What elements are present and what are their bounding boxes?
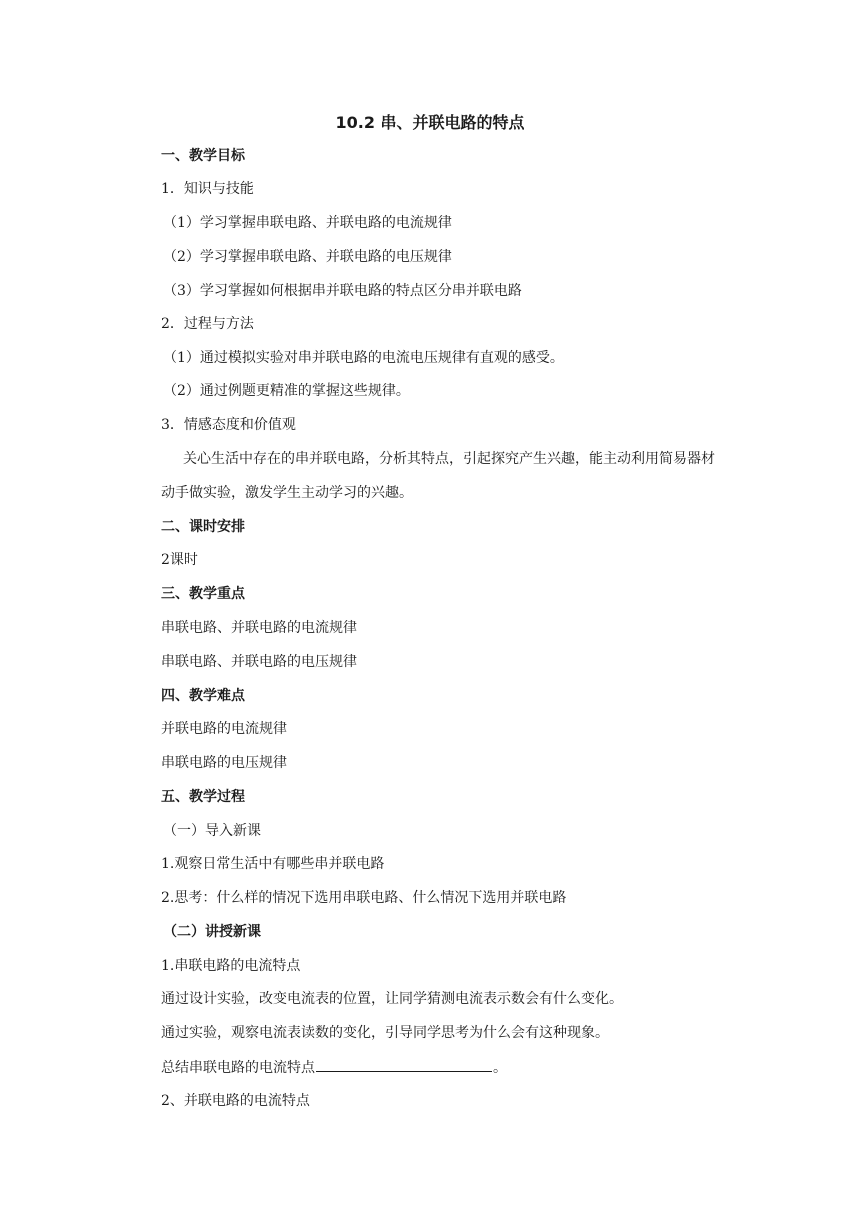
process-item: 通过设计实验，改变电流表的位置，让同学猜测电流表示数会有什么变化。 [161,991,623,1007]
section-heading-objectives: 一、教学目标 [161,148,245,164]
summary-prompt: 总结串联电路的电流特点 [161,1060,315,1076]
section-heading-difficulties: 四、教学难点 [161,688,245,704]
section-heading-key-points: 三、教学重点 [161,586,245,602]
process-summary-line [161,1057,507,1078]
goal-item: （2）学习掌握串联电路、并联电路的电压规律 [163,249,452,265]
goal-process-method: 2．过程与方法 [161,316,254,332]
process-item: 1.串联电路的电流特点 [161,958,301,974]
difficulty-item: 并联电路的电流规律 [161,721,287,737]
schedule-text: 2课时 [161,552,198,568]
key-point-item: 串联电路、并联电路的电压规律 [161,654,357,670]
goal-knowledge-skills: 1．知识与技能 [161,181,254,197]
section-heading-process: 五、教学过程 [161,789,245,805]
attitude-paragraph-line2: 动手做实验，激发学生主动学习的兴趣。 [161,485,413,501]
process-item: 1.观察日常生活中有哪些串并联电路 [161,856,385,872]
goal-item: （1）学习掌握串联电路、并联电路的电流规律 [163,215,452,231]
process-part-teaching: （二）讲授新课 [163,924,261,940]
fill-in-blank[interactable] [316,1057,492,1072]
key-point-item: 串联电路、并联电路的电流规律 [161,620,357,636]
goal-item: （2）通过例题更精准的掌握这些规律。 [163,383,410,399]
difficulty-item: 串联电路的电压规律 [161,755,287,771]
process-part-intro: （一）导入新课 [163,823,261,839]
section-heading-schedule: 二、课时安排 [161,519,245,535]
goal-item: （3）学习掌握如何根据串并联电路的特点区分串并联电路 [163,283,522,299]
attitude-paragraph-line1: 关心生活中存在的串并联电路，分析其特点，引起探究产生兴趣，能主动利用简易器材 [183,451,715,467]
process-item: 2、并联电路的电流特点 [161,1093,310,1109]
goal-attitude-values: 3．情感态度和价值观 [161,417,296,433]
process-item: 通过实验，观察电流表读数的变化，引导同学思考为什么会有这种现象。 [161,1025,609,1041]
process-item: 2.思考：什么样的情况下选用串联电路、什么情况下选用并联电路 [161,890,567,906]
document-title: 10.2 串、并联电路的特点 [335,113,525,132]
summary-end: 。 [493,1060,507,1076]
goal-item: （1）通过模拟实验对串并联电路的电流电压规律有直观的感受。 [163,350,564,366]
